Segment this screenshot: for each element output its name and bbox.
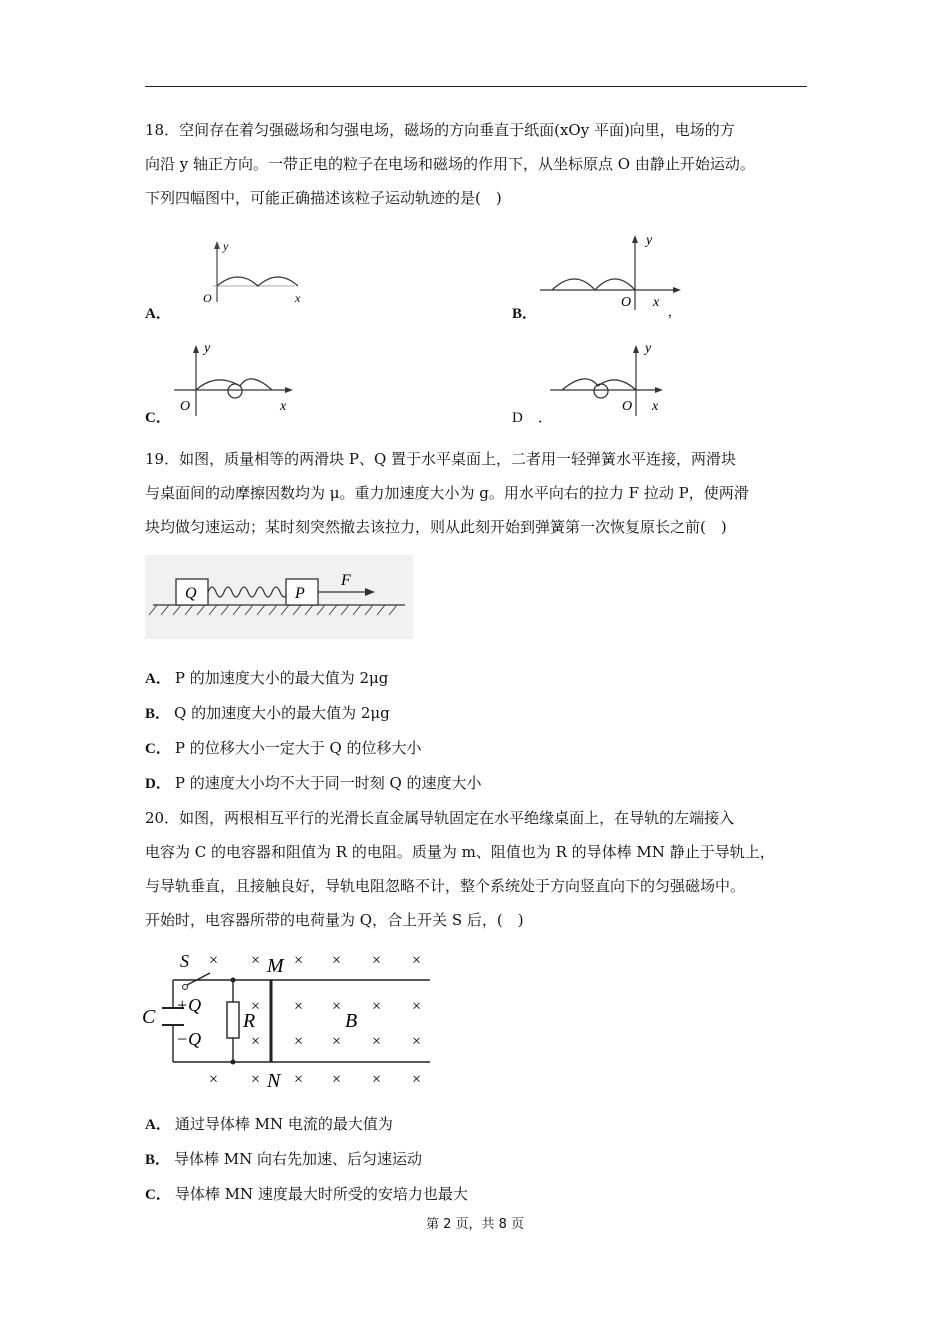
q19-line-2: 与桌面间的动摩擦因数均为 μ。重力加速度大小为 g。用水平向右的拉力 F 拉动 P，使两滑 — [145, 484, 749, 502]
q20-option-c-label: C． — [145, 1187, 171, 1203]
q19-stem — [145, 442, 825, 544]
svg-text:×: × — [331, 1033, 342, 1050]
svg-text:×: × — [411, 1033, 422, 1050]
rod-label-m: M — [267, 955, 284, 977]
y-arrow-icon — [633, 345, 639, 353]
x-arrow-icon — [285, 387, 293, 393]
y-label: y — [645, 341, 652, 356]
svg-text:×: × — [371, 1033, 382, 1050]
q18-line-3: 下列四幅图中，可能正确描述该粒子运动轨迹的是( ) — [145, 189, 502, 207]
q19-option-d-text: P 的速度大小均不大于同一时刻 Q 的速度大小 — [174, 774, 482, 792]
svg-text:×: × — [331, 1071, 342, 1088]
y-label: y — [204, 341, 211, 356]
y-arrow-icon — [632, 235, 638, 243]
svg-text:×: × — [250, 1033, 261, 1050]
q19-option-b-label: B． — [145, 706, 171, 722]
svg-text:×: × — [371, 1071, 382, 1088]
q19-option-a — [145, 667, 388, 690]
q18-graph-a — [195, 240, 305, 310]
field-label: B — [345, 1010, 358, 1032]
switch-label: S — [180, 951, 189, 971]
x-arrow-icon — [655, 387, 663, 393]
q18-option-a-label: A． — [145, 306, 171, 322]
q18-graph-d — [548, 338, 678, 418]
block-p-label: P — [295, 585, 305, 602]
x-label: x — [652, 399, 659, 414]
q20-option-a-label: A． — [145, 1117, 171, 1133]
y-label: y — [646, 233, 653, 248]
q20-option-a-text: 通过导体棒 MN 电流的最大值为 — [174, 1115, 393, 1133]
svg-text:×: × — [411, 952, 422, 969]
switch-blade — [187, 973, 210, 985]
svg-text:×: × — [208, 1071, 219, 1088]
origin-label: O — [621, 295, 632, 310]
trajectory-loop — [594, 384, 608, 398]
q18-option-d-label: D ． — [512, 410, 553, 426]
q20-circuit-figure — [140, 945, 440, 1095]
q20-line-2: 电容为 C 的电容器和阻值为 R 的电阻。质量为 m、阻值也为 R 的导体棒 MN 静止于导轨上， — [145, 843, 775, 861]
origin-label: O — [180, 399, 191, 414]
q20-option-c — [145, 1183, 468, 1206]
svg-text:×: × — [293, 1071, 304, 1088]
field-crosses — [208, 952, 422, 1088]
origin-label: O — [203, 291, 212, 305]
capacitor-minus-q: −Q — [176, 1029, 202, 1049]
q19-option-a-text: P 的加速度大小的最大值为 2μg — [174, 669, 389, 687]
q19-line-1: 19．如图，质量相等的两滑块 P、Q 置于水平桌面上，二者用一轻弹簧水平连接，两滑块 — [145, 450, 737, 468]
resistor — [227, 1002, 239, 1038]
q19-option-b — [145, 702, 390, 725]
q20-option-a — [145, 1113, 393, 1136]
page-footer: 第 2 页，共 8 页 — [425, 1217, 525, 1232]
svg-text:×: × — [250, 1071, 261, 1088]
q20-option-b-text: 导体棒 MN 向右先加速、后匀速运动 — [174, 1150, 423, 1168]
trajectory — [552, 279, 635, 290]
svg-text:×: × — [371, 998, 382, 1015]
q18-line-2: 向沿 y 轴正方向。一带正电的粒子在电场和磁场的作用下，从坐标原点 O 由静止开始运动。 — [145, 155, 755, 173]
svg-text:×: × — [371, 952, 382, 969]
q20-stem — [145, 801, 825, 937]
y-arrow-icon — [214, 241, 220, 249]
q18-option-b-comma: , — [668, 304, 672, 320]
q20-option-b-label: B． — [145, 1152, 171, 1168]
svg-text:×: × — [208, 952, 219, 969]
q20-line-1: 20．如图，两根相互平行的光滑长直金属导轨固定在水平绝缘桌面上，在导轨的左端接入 — [145, 809, 735, 827]
svg-text:×: × — [293, 1033, 304, 1050]
svg-text:×: × — [331, 998, 342, 1015]
x-label: x — [295, 291, 301, 305]
x-label: x — [653, 295, 660, 310]
q20-option-b — [145, 1148, 422, 1171]
x-arrow-icon — [673, 287, 681, 293]
block-q-label: Q — [185, 585, 197, 602]
svg-text:×: × — [293, 998, 304, 1015]
q19-option-d-label: D． — [145, 776, 171, 792]
trajectory-loop — [228, 384, 242, 398]
origin-label: O — [622, 399, 633, 414]
svg-text:×: × — [411, 998, 422, 1015]
svg-text:×: × — [331, 952, 342, 969]
q18-graph-b — [538, 230, 688, 315]
junction-bottom — [231, 1060, 236, 1065]
q19-spring-figure — [145, 555, 415, 640]
q19-option-a-label: A． — [145, 671, 171, 687]
q19-option-b-text: Q 的加速度大小的最大值为 2μg — [174, 704, 390, 722]
trajectory — [217, 277, 298, 286]
q18-option-c-label: C． — [145, 410, 171, 426]
q19-option-c-text: P 的位移大小一定大于 Q 的位移大小 — [174, 739, 422, 757]
q18-line-1: 18．空间存在着匀强磁场和匀强电场，磁场的方向垂直于纸面(xOy 平面)向里，电场的方 — [145, 121, 735, 139]
q20-line-4: 开始时，电容器所带的电荷量为 Q，合上开关 S 后，( ) — [145, 911, 524, 929]
y-label: y — [223, 239, 229, 253]
q20-option-c-text: 导体棒 MN 速度最大时所受的安培力也最大 — [174, 1185, 468, 1203]
q19-option-d — [145, 772, 482, 795]
switch-pivot — [183, 985, 188, 990]
q18-graph-c — [172, 338, 302, 418]
q19-line-3: 块均做匀速运动；某时刻突然撤去该拉力，则从此刻开始到弹簧第一次恢复原长之前( ) — [145, 518, 727, 536]
svg-text:×: × — [250, 998, 261, 1015]
svg-text:×: × — [411, 1071, 422, 1088]
header-rule — [145, 86, 807, 87]
svg-text:×: × — [293, 952, 304, 969]
resistor-label: R — [243, 1010, 256, 1032]
capacitor-label: C — [142, 1006, 156, 1028]
y-arrow-icon — [193, 345, 199, 353]
q18-stem — [145, 113, 825, 215]
force-label: F — [341, 572, 351, 589]
x-label: x — [280, 399, 287, 414]
q19-option-c-label: C． — [145, 741, 171, 757]
rod-label-n: N — [267, 1070, 281, 1092]
q19-option-c — [145, 737, 422, 760]
q20-line-3: 与导轨垂直，且接触良好，导轨电阻忽略不计，整个系统处于方向竖直向下的匀强磁场中。 — [145, 877, 746, 895]
junction-top — [231, 978, 236, 983]
capacitor-plus-q: +Q — [176, 995, 202, 1015]
svg-text:×: × — [250, 952, 261, 969]
q18-option-b-label: B． — [512, 306, 538, 322]
